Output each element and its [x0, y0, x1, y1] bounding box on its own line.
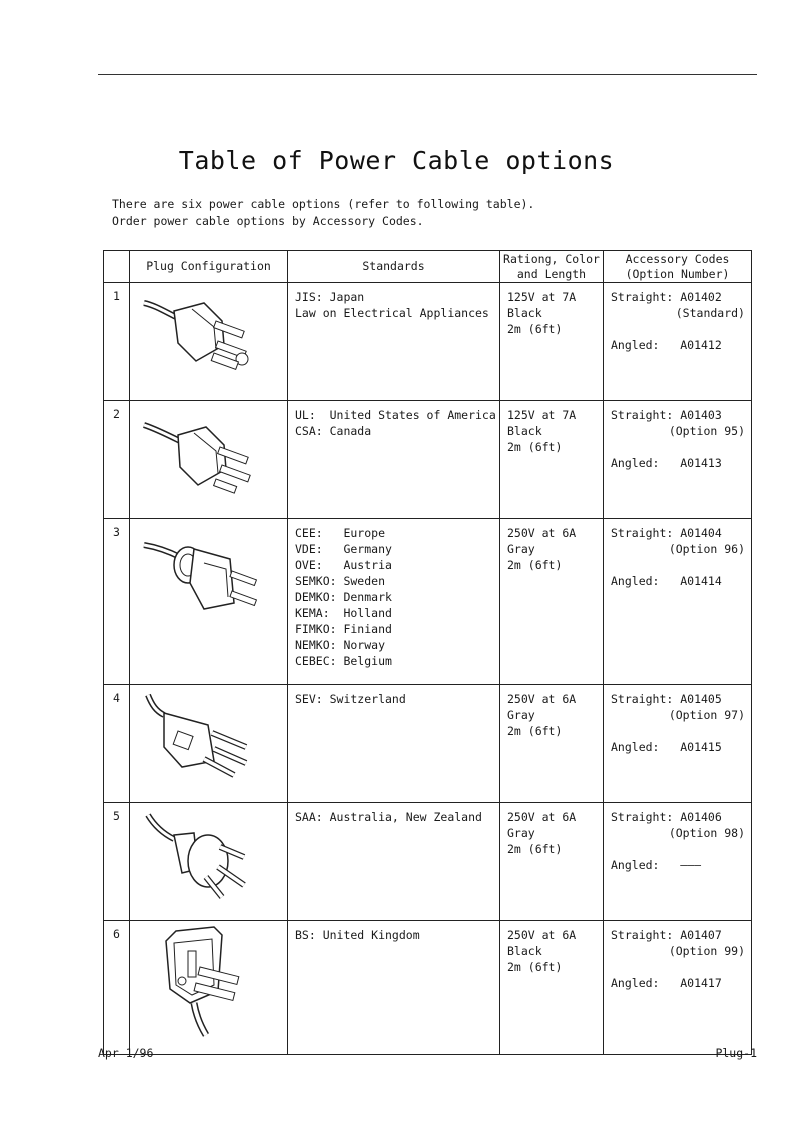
rating-line: Gray	[507, 542, 535, 556]
table-row	[104, 803, 752, 921]
straight-code: Straight: A01402	[611, 290, 722, 304]
standard-line: SAA: Australia, New Zealand	[295, 810, 482, 824]
codes-cell	[604, 519, 752, 685]
header-codes	[604, 251, 752, 283]
rating-cell	[500, 283, 604, 401]
plug-us-icon	[130, 401, 288, 519]
standard-line: VDE: Germany	[295, 542, 392, 556]
angled-code: Angled: ———	[611, 858, 702, 872]
rating-line: 2m (6ft)	[507, 960, 563, 974]
page-title: Table of Power Cable options	[178, 146, 615, 175]
rating-line: Gray	[507, 708, 535, 722]
standard-line: CSA: Canada	[295, 424, 372, 438]
standard-line: OVE: Austria	[295, 558, 392, 572]
intro-line-2: Order power cable options by Accessory Codes.	[112, 214, 424, 228]
rating-cell	[500, 803, 604, 921]
rating-line: 250V at 6A	[507, 692, 577, 706]
rating-line: Gray	[507, 826, 535, 840]
option-number: (Option 99)	[668, 944, 745, 958]
table-row	[104, 685, 752, 803]
header-rating	[500, 251, 604, 283]
straight-code: Straight: A01404	[611, 526, 722, 540]
header-standards: Standards	[288, 251, 500, 283]
table-row	[104, 401, 752, 519]
standard-line: SEV: Switzerland	[295, 692, 406, 706]
rating-line: 2m (6ft)	[507, 842, 563, 856]
standard-line: BS: United Kingdom	[295, 928, 420, 942]
option-number: (Option 95)	[668, 424, 745, 438]
standard-line: KEMA: Holland	[295, 606, 392, 620]
plug-australia-icon	[130, 803, 288, 921]
option-number: (Option 97)	[668, 708, 745, 722]
angled-code: Angled: A01415	[611, 740, 722, 754]
row-number: 6	[104, 921, 130, 1055]
option-number: (Option 96)	[668, 542, 745, 556]
standard-line: CEBEC: Belgium	[295, 654, 392, 668]
table-row	[104, 283, 752, 401]
codes-cell	[604, 283, 752, 401]
standard-line: DEMKO: Denmark	[295, 590, 392, 604]
option-number: (Standard)	[675, 306, 745, 320]
header-plug: Plug Configuration	[130, 251, 288, 283]
angled-code: Angled: A01412	[611, 338, 722, 352]
standard-line: JIS: Japan	[295, 290, 365, 304]
intro-line-1: There are six power cable options (refer to following table).	[112, 197, 535, 211]
standard-line: FIMKO: Finiand	[295, 622, 392, 636]
rating-line: 250V at 6A	[507, 526, 577, 540]
rating-cell	[500, 519, 604, 685]
rating-line: 2m (6ft)	[507, 322, 563, 336]
plug-uk-icon	[130, 921, 288, 1055]
header-codes-line1: Accessory Codes	[625, 251, 730, 266]
header-rating-line1: Rationg, Color	[503, 251, 600, 266]
standards-cell	[288, 803, 500, 921]
plug-japan-icon	[130, 283, 288, 401]
rating-line: Black	[507, 944, 542, 958]
footer-page-number: Plug-1	[715, 1046, 757, 1060]
standard-line: UL: United States of America	[295, 408, 496, 422]
rating-line: 2m (6ft)	[507, 440, 563, 454]
rating-line: Black	[507, 306, 542, 320]
standards-cell	[288, 921, 500, 1055]
row-number: 1	[104, 283, 130, 401]
header-num	[104, 251, 130, 283]
standard-line: CEE: Europe	[295, 526, 386, 540]
standards-cell	[288, 685, 500, 803]
standards-cell	[288, 401, 500, 519]
option-number: (Option 98)	[668, 826, 745, 840]
straight-code: Straight: A01407	[611, 928, 722, 942]
rating-cell	[500, 685, 604, 803]
power-cable-table	[103, 250, 752, 1055]
plug-switzerland-icon	[130, 685, 288, 803]
top-rule	[98, 74, 757, 75]
rating-line: 125V at 7A	[507, 290, 577, 304]
header-codes-line2: (Option Number)	[625, 266, 730, 281]
table-row	[104, 921, 752, 1055]
standards-cell	[288, 519, 500, 685]
table-row	[104, 519, 752, 685]
intro-text	[112, 196, 534, 230]
rating-cell	[500, 921, 604, 1055]
angled-code: Angled: A01417	[611, 976, 722, 990]
row-number: 5	[104, 803, 130, 921]
plug-europe-icon	[130, 519, 288, 685]
header-rating-line2: and Length	[516, 266, 587, 281]
codes-cell	[604, 401, 752, 519]
codes-cell	[604, 685, 752, 803]
rating-line: Black	[507, 424, 542, 438]
table-header-row	[104, 251, 752, 283]
footer-date: Apr 1/96	[98, 1046, 154, 1060]
straight-code: Straight: A01405	[611, 692, 722, 706]
angled-code: Angled: A01414	[611, 574, 722, 588]
standard-line: SEMKO: Sweden	[295, 574, 386, 588]
straight-code: Straight: A01406	[611, 810, 722, 824]
row-number: 2	[104, 401, 130, 519]
angled-code: Angled: A01413	[611, 456, 722, 470]
codes-cell	[604, 803, 752, 921]
rating-line: 2m (6ft)	[507, 724, 563, 738]
standard-line: Law on Electrical Appliances	[295, 306, 489, 320]
rating-line: 250V at 6A	[507, 810, 577, 824]
rating-line: 2m (6ft)	[507, 558, 563, 572]
rating-line: 125V at 7A	[507, 408, 577, 422]
standard-line: NEMKO: Norway	[295, 638, 386, 652]
standards-cell	[288, 283, 500, 401]
row-number: 3	[104, 519, 130, 685]
row-number: 4	[104, 685, 130, 803]
straight-code: Straight: A01403	[611, 408, 722, 422]
rating-line: 250V at 6A	[507, 928, 577, 942]
rating-cell	[500, 401, 604, 519]
codes-cell	[604, 921, 752, 1055]
